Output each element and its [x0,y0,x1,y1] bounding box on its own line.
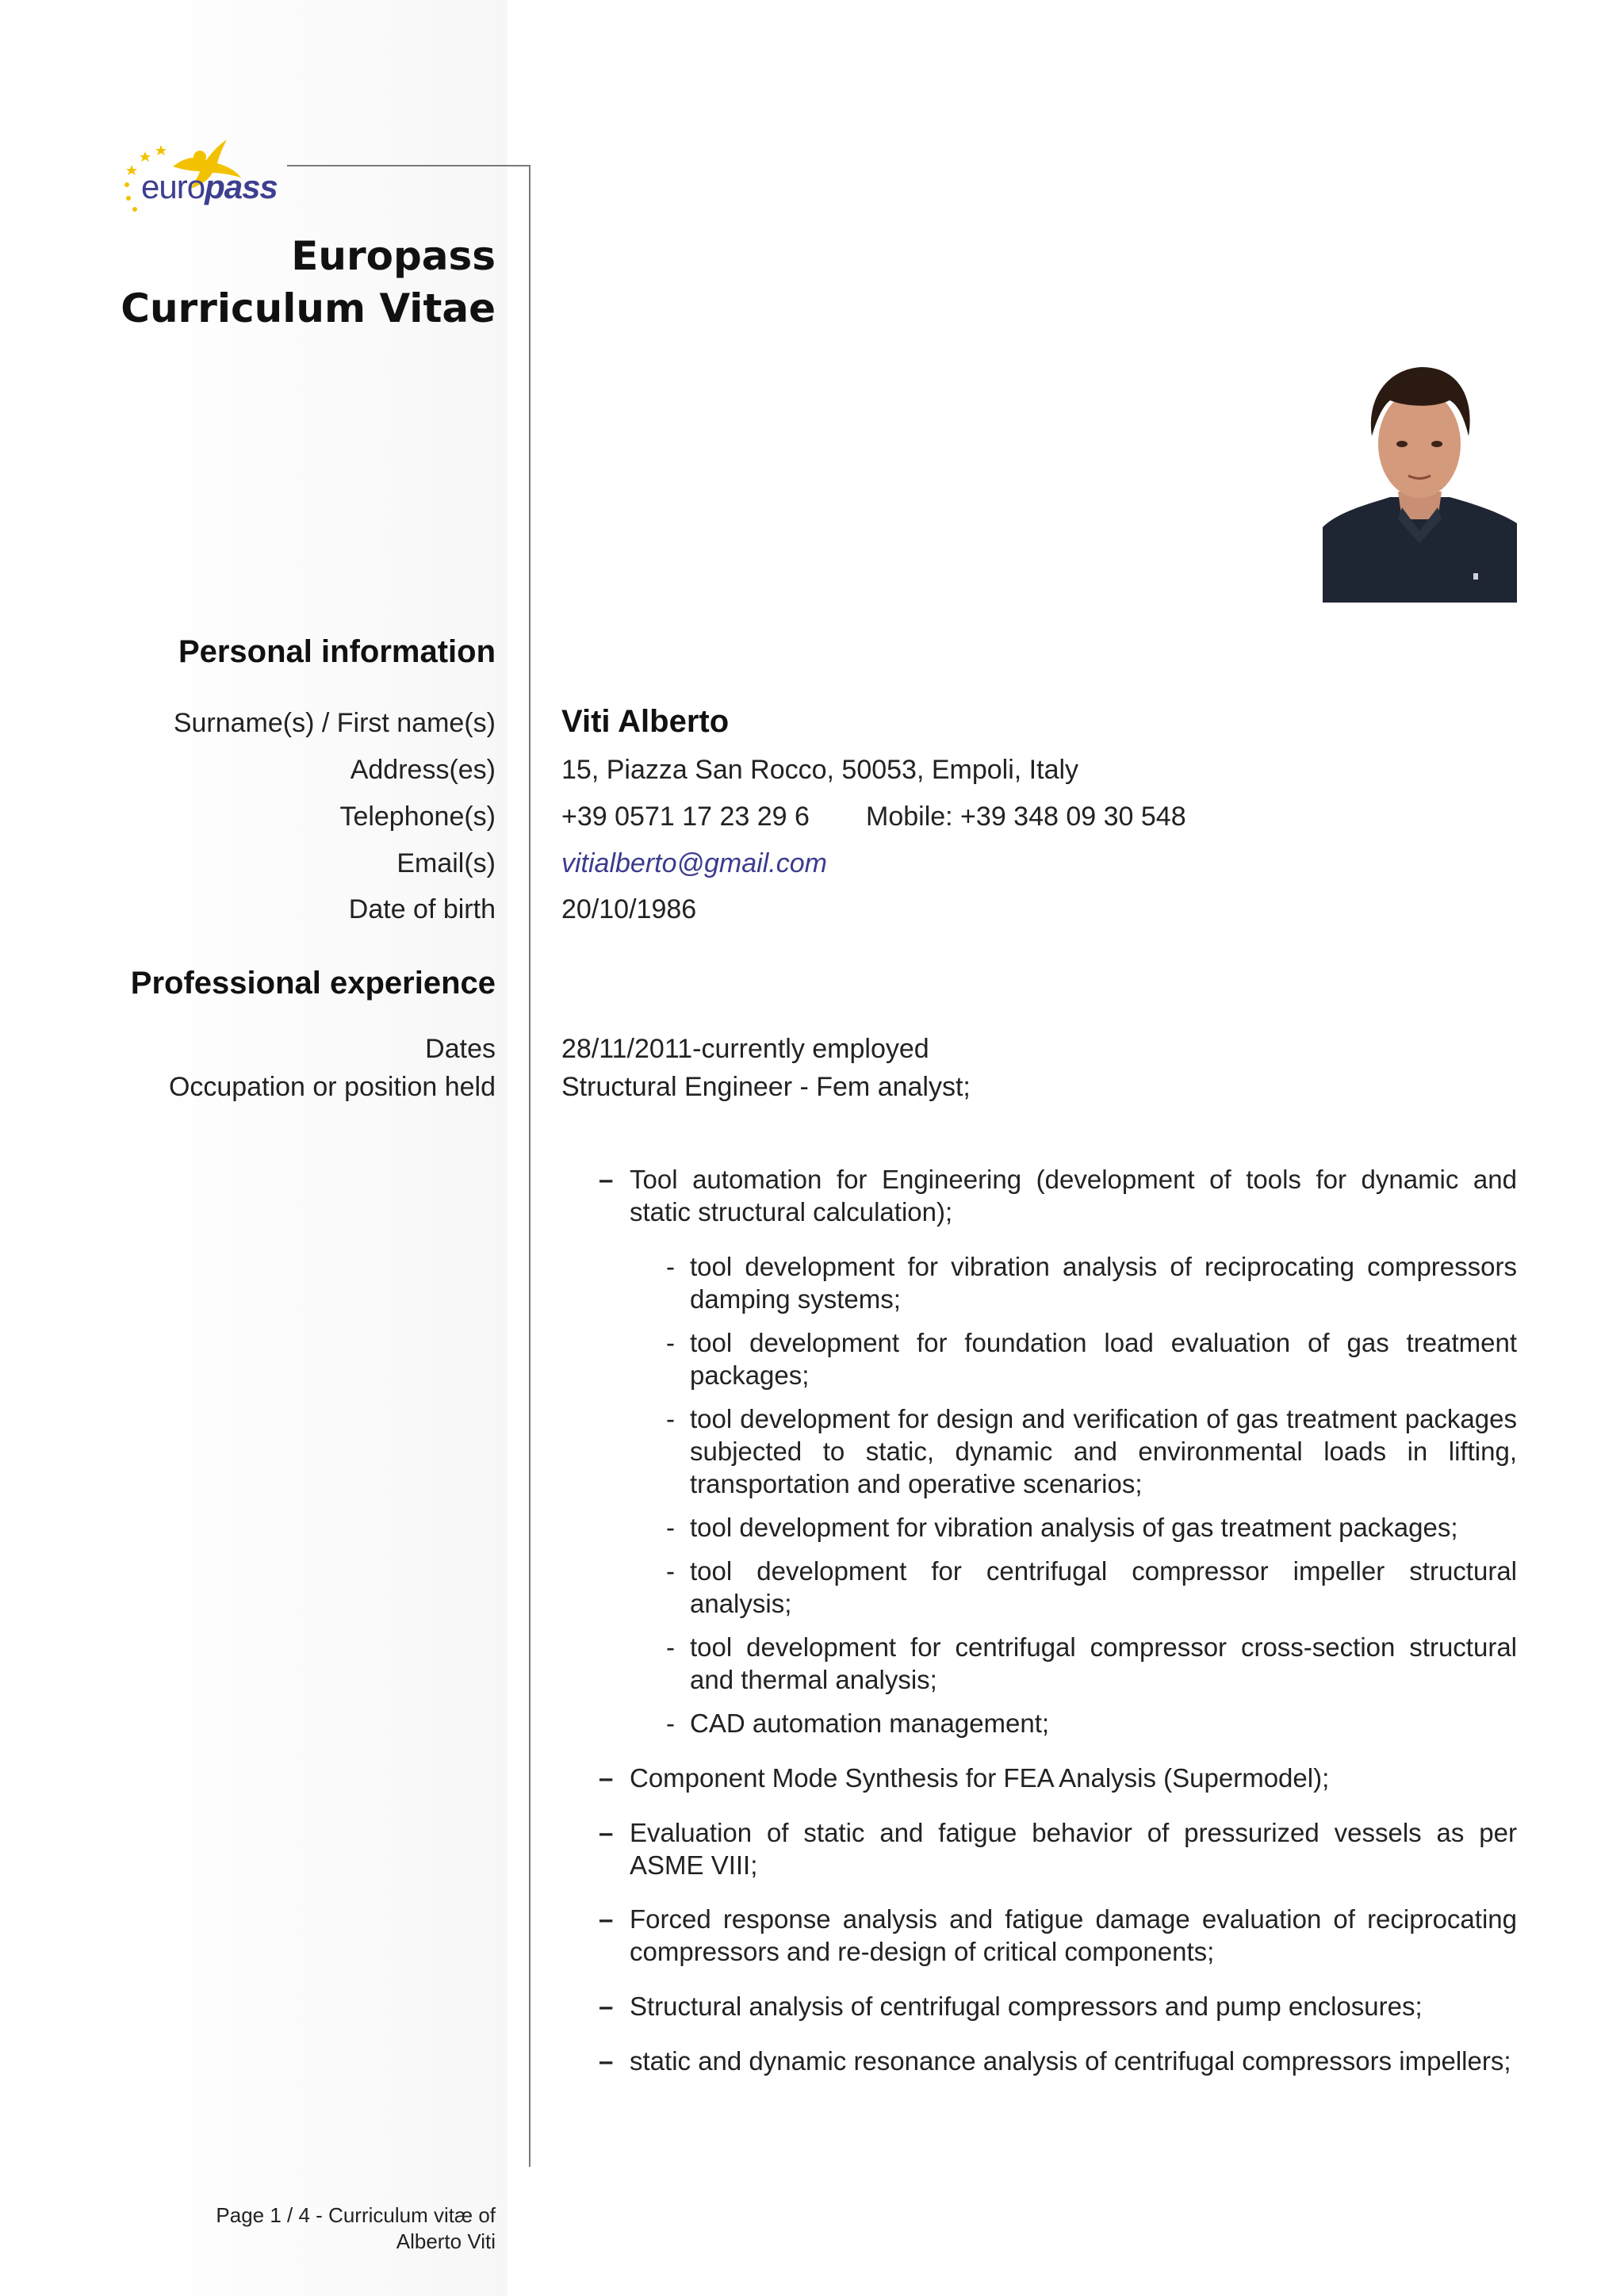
dates-label: Dates [425,1034,496,1064]
experience-heading: Professional experience [130,966,496,1001]
footer-line2: Alberto Viti [396,2229,496,2253]
task-item: – Evaluation of static and fatigue behavior of pressurized vessels as per ASME VIII; [599,1818,1517,1880]
personal-info-heading: Personal information [178,634,496,669]
task-item: – Tool automation for Engineering (development of tools for dynamic and static structural calculation); [599,1165,1517,1226]
occupation-value: Structural Engineer - Fem analyst; [561,1072,971,1102]
task-item: – Component Mode Synthesis for FEA Analysis (Supermodel); [599,1763,1330,1793]
document-title-line2: Curriculum Vitae [121,285,496,331]
email-label: Email(s) [396,848,496,878]
subtask-item: - CAD automation management; [666,1709,1050,1738]
subtask-item: - tool development for foundation load evaluation of gas treatment packages; [666,1328,1517,1390]
page-footer [216,2202,496,2255]
telephone-value: +39 0571 17 23 29 6 [561,802,810,832]
europass-logo-text: europass [141,168,278,205]
dates-value: 28/11/2011-currently employed [561,1034,929,1064]
footer-line1: Page 1 / 4 - Curriculum vitæ of [216,2203,496,2227]
task-item: – static and dynamic resonance analysis of centrifugal compressors impellers; [599,2046,1511,2076]
dob-label: Date of birth [348,894,496,924]
document-title-line1: Europass [291,233,496,279]
document-title [121,230,496,335]
occupation-label: Occupation or position held [168,1072,496,1102]
column-divider [529,165,530,2167]
address-value: 15, Piazza San Rocco, 50053, Empoli, Italy [561,755,1079,785]
profile-photo [1323,361,1517,603]
left-column-background [119,0,508,2296]
subtask-item: - tool development for centrifugal compressor impeller structural analysis; [666,1556,1517,1618]
subtask-item: - tool development for design and verification of gas treatment packages subjected to static, dynamic and environmental loads in lifting, transportation and operative scenarios; [666,1404,1517,1498]
subtask-item: - tool development for vibration analysis of reciprocating compressors damping systems; [666,1252,1517,1314]
telephone-label: Telephone(s) [339,802,496,832]
mobile-value: Mobile: +39 348 09 30 548 [866,802,1186,832]
address-label: Address(es) [350,755,496,785]
subtask-item: - tool development for vibration analysis of gas treatment packages; [666,1513,1458,1542]
surname-label: Surname(s) / First name(s) [173,708,496,738]
subtask-item: - tool development for centrifugal compressor cross-section structural and thermal analysis; [666,1632,1517,1694]
header-rule [287,165,530,166]
email-link[interactable]: vitialberto@gmail.com [561,848,827,878]
surname-value: Viti Alberto [561,704,730,739]
task-item: – Structural analysis of centrifugal compressors and pump enclosures; [599,1992,1423,2021]
task-item: – Forced response analysis and fatigue damage evaluation of reciprocating compressors and re-design of critical components; [599,1904,1517,1966]
dob-value: 20/10/1986 [561,894,697,924]
